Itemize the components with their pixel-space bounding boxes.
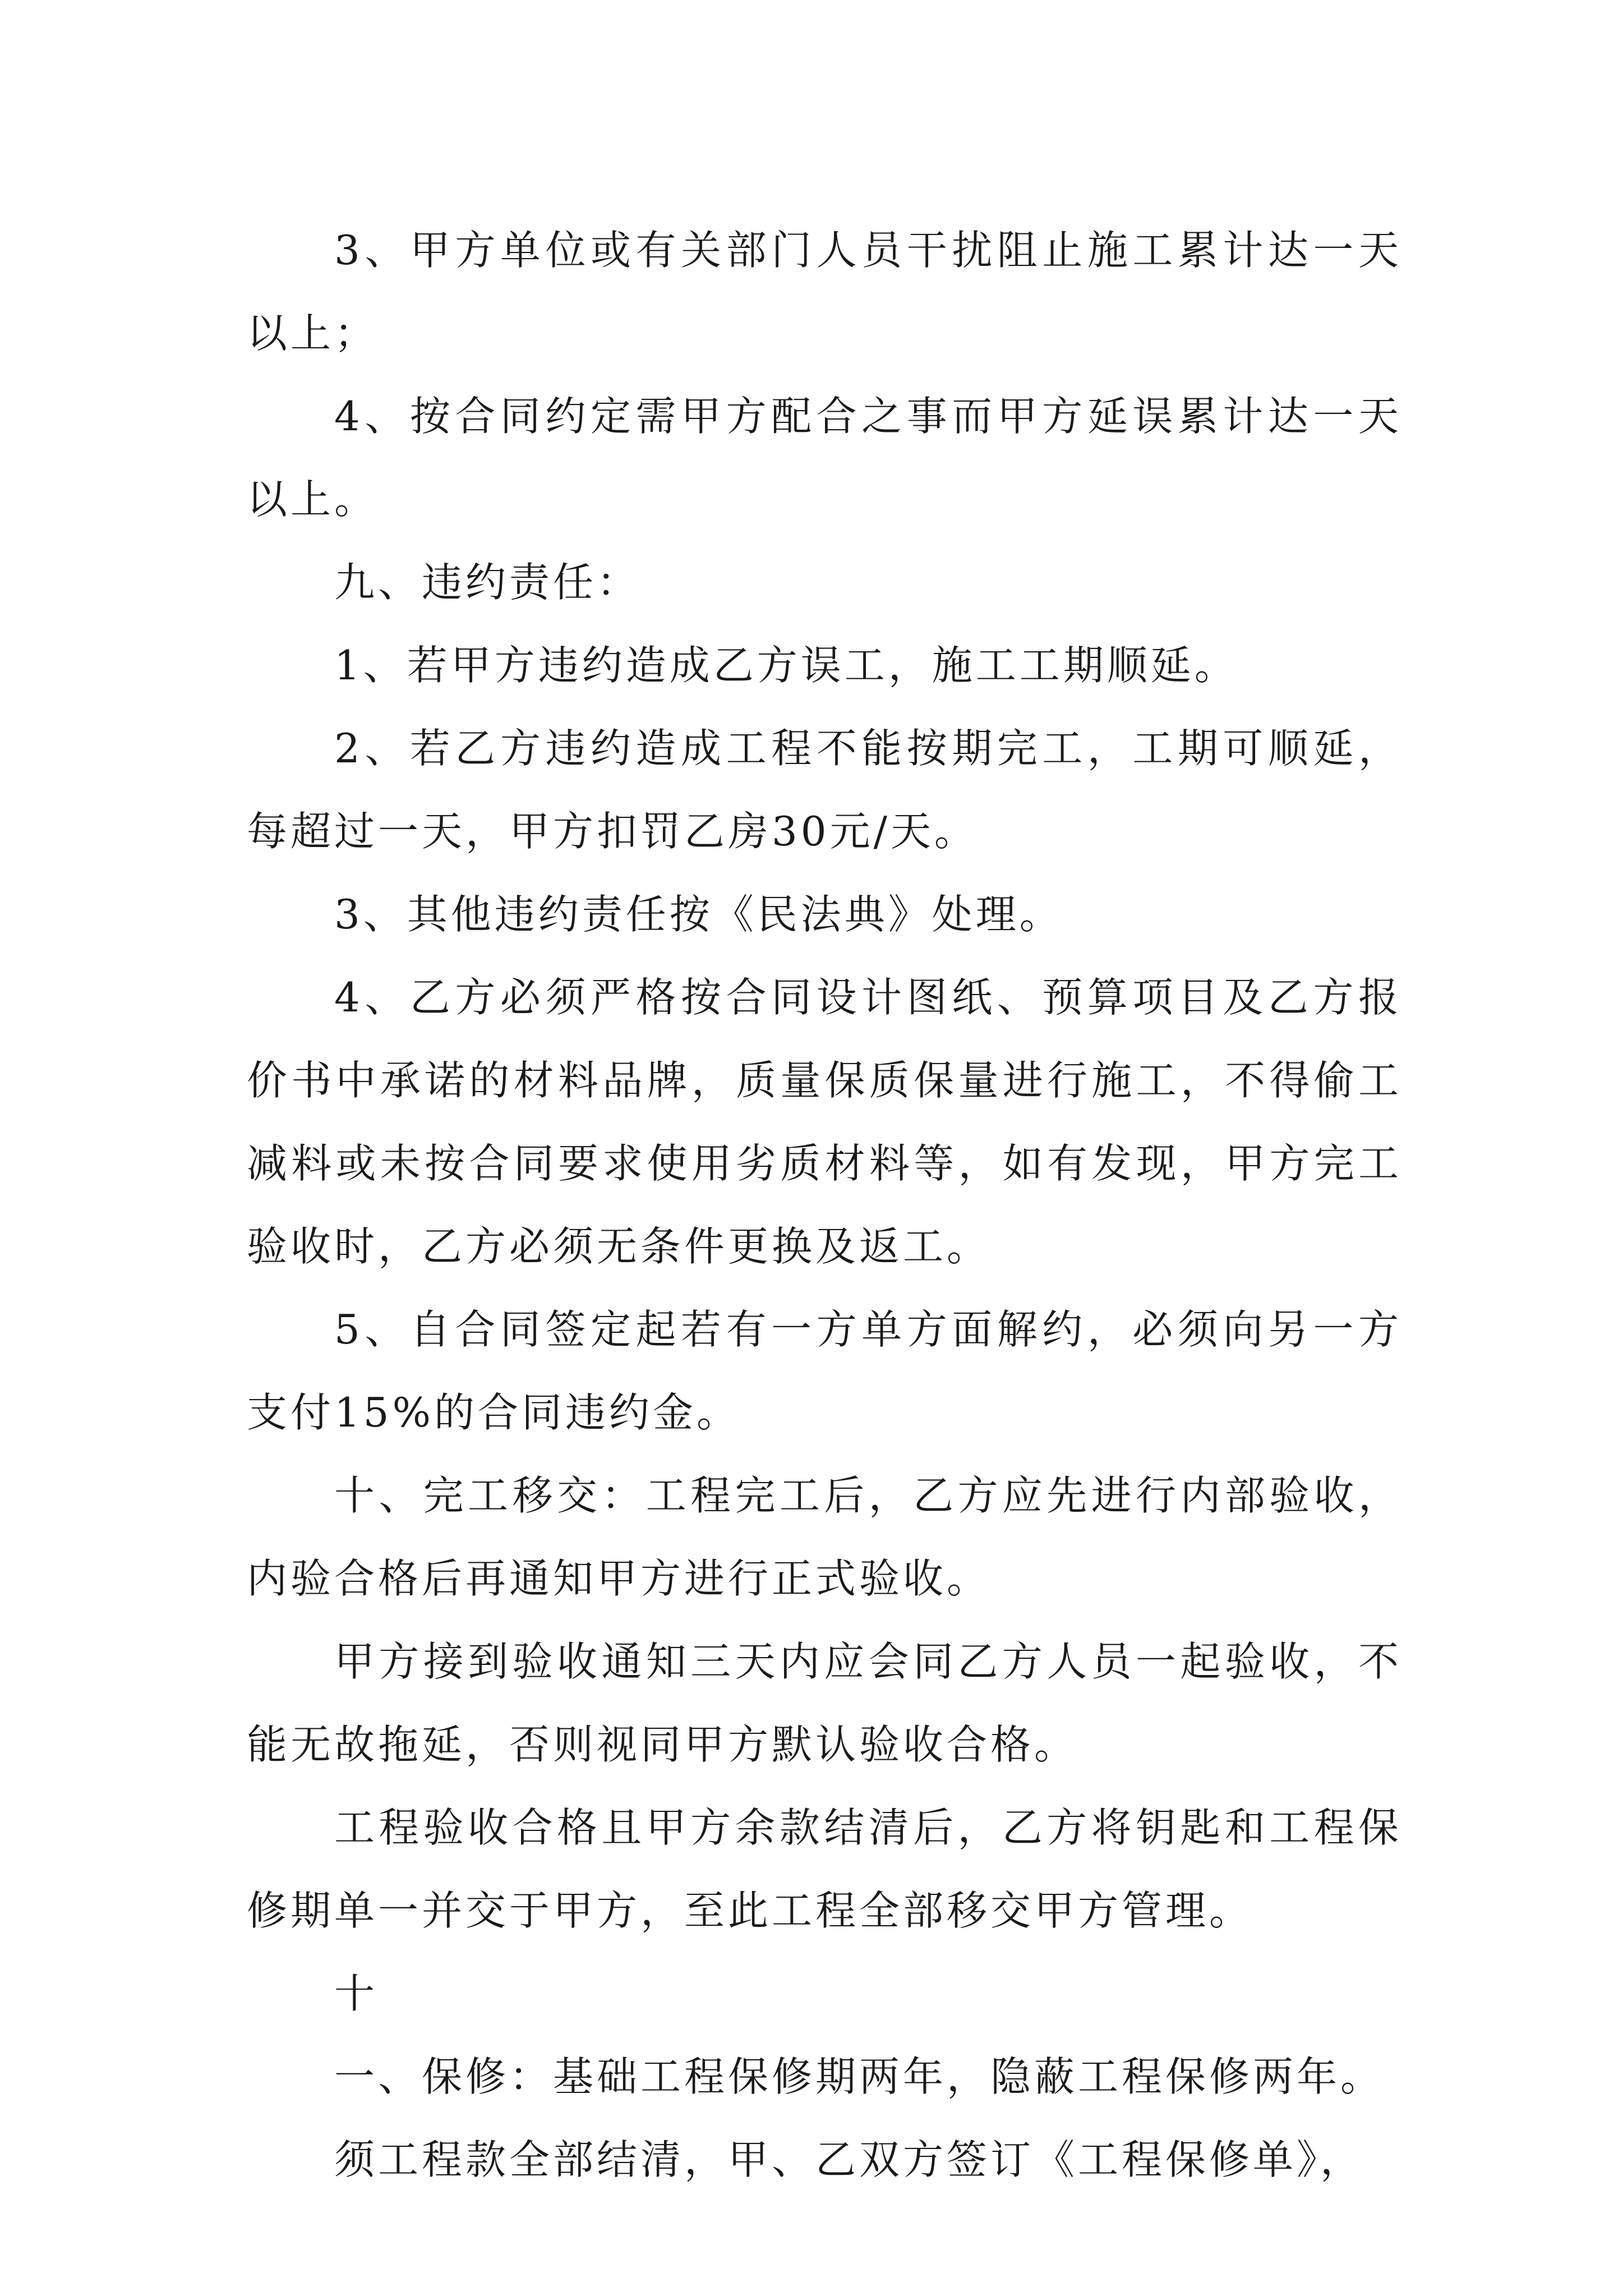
paragraph-handover-keys: 工程验收合格且甲方余款结清后，乙方将钥匙和工程保修期单一并交于甲方，至此工程全部移交甲方管理。	[247, 1804, 1402, 1934]
paragraph-breach-1: 1、若甲方违约造成乙方误工，施工工期顺延。	[334, 642, 1238, 689]
paragraph-warranty-settlement: 须工程款全部结清，甲、乙双方签订《工程保修单》，	[334, 2136, 1364, 2183]
document-body	[247, 209, 1402, 2201]
paragraph-breach-2: 2、若乙方违约造成工程不能按期完工，工期可顺延，每超过一天，甲方扣罚乙房30元/天。	[247, 725, 1402, 855]
paragraph-clause-4: 4、按合同约定需甲方配合之事而甲方延误累计达一天以上。	[247, 393, 1402, 523]
paragraph-breach-4: 4、乙方必须严格按合同设计图纸、预算项目及乙方报价书中承诺的材料品牌，质量保质保量进行施工，不得偷工减料或未按合同要求使用劣质材料等，如有发现，甲方完工验收时，乙方必须无条件更换及返工。	[247, 974, 1402, 1270]
section-heading-breach-liability: 九、违约责任：	[334, 559, 641, 606]
paragraph-handover-acceptance: 甲方接到验收通知三天内应会同乙方人员一起验收，不能无故拖延，否则视同甲方默认验收合格。	[247, 1638, 1402, 1768]
paragraph-breach-3: 3、其他违约责任按《民法典》处理。	[334, 891, 1063, 938]
paragraph-breach-5: 5、自合同签定起若有一方单方面解约，必须向另一方支付15%的合同违约金。	[247, 1306, 1402, 1436]
paragraph-clause-3: 3、甲方单位或有关部门人员干扰阻止施工累计达一天以上；	[247, 227, 1402, 357]
section-heading-warranty: 一、保修：基础工程保修期两年，隐蔽工程保修两年。	[334, 2053, 1385, 2100]
section-number-eleven: 十	[334, 1970, 379, 2017]
section-heading-handover: 十、完工移交：工程完工后，乙方应先进行内部验收，内验合格后再通知甲方进行正式验收。	[247, 1472, 1402, 1602]
